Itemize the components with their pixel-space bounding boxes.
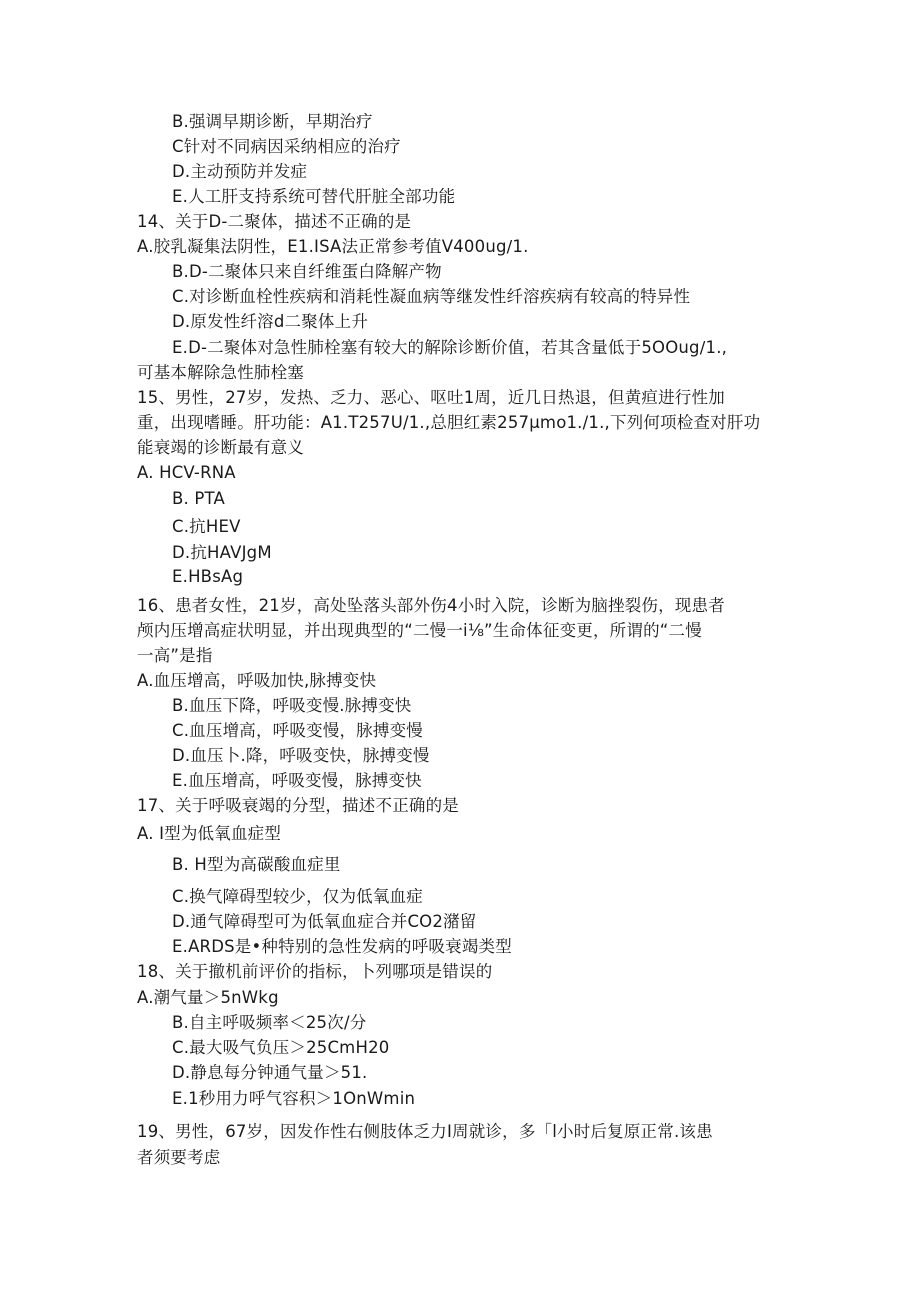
question-19-cont: 者须要考虑 [137,1148,221,1167]
q18-option-a: A.潮气量＞5nWkg [137,988,279,1007]
question-16-cont2: 一高”是指 [137,646,213,665]
q17-option-b: B. H型为高碳酸血症里 [172,855,341,874]
q16-option-b: B.血压下降，呼吸变慢.脉搏变快 [172,696,412,715]
option-c-etiology-treatment: C针对不同病因采纳相应的治疗 [172,137,401,156]
q15-option-b: B. PTA [172,489,226,508]
q16-option-c: C.血压增高，呼吸变慢，脉搏变慢 [172,721,423,740]
q14-option-c: C.对诊断血栓性疾病和消耗性凝血病等继发性纤溶疾病有较高的特异性 [172,287,691,306]
question-15-cont1: 重，出现嗜睡。肝功能：A1.T257U/1.,总胆红素257μmo1./1.,下列何项检查对肝功 [137,413,761,432]
q18-option-b: B.自主呼吸频率＜25次/分 [172,1013,367,1032]
q16-option-e: E.血压增高，呼吸变慢，脉搏变快 [172,771,422,790]
option-d-prevent-complications: D.主动预防并发症 [172,162,308,181]
q14-option-b: B.D-二聚体只来自纤维蛋白降解产物 [172,262,442,281]
q18-option-d: D.静息每分钟通气量＞51. [172,1063,368,1082]
q15-option-a: A. HCV-RNA [137,463,236,482]
question-16-cont1: 颅内压增高症状明显，并出现典型的“二慢一i⅛”生命体征变更，所谓的“二慢 [137,621,702,640]
option-b-early-diagnosis: B.强调早期诊断，早期治疗 [172,112,373,131]
q18-option-c: C.最大吸气负压＞25CmH20 [172,1038,390,1057]
q17-option-e: E.ARDS是•种特别的急性发病的呼吸衰竭类型 [172,937,512,956]
question-19: 19、男性，67岁，因发作性右侧肢体乏力I周就诊，多「l小时后复原正常.该患 [137,1122,713,1141]
question-14: 14、关于D-二聚体，描述不正确的是 [137,212,412,231]
q15-option-d: D.抗HAVJgM [172,543,272,562]
q14-option-e-cont: 可基本解除急性肺栓塞 [137,363,304,382]
question-15-cont2: 能衰竭的诊断最有意义 [137,438,304,457]
q15-option-c: C.抗HEV [172,517,241,536]
q15-option-e: E.HBsAg [172,567,244,586]
q17-option-d: D.通气障碍型可为低氧血症合并CO2潴留 [172,912,477,931]
q16-option-d: D.血压卜.降，呼吸变快，脉搏变慢 [172,746,430,765]
question-17: 17、关于呼吸衰竭的分型，描述不正确的是 [137,796,459,815]
q14-option-d: D.原发性纤溶d二聚体上升 [172,312,369,331]
q18-option-e: E.1秒用力呼气容积＞1OnWmin [172,1089,416,1108]
q16-option-a: A.血压增高，呼吸加快,脉搏变快 [137,671,377,690]
q17-option-a: A. I型为低氧血症型 [137,824,282,843]
q17-option-c: C.换气障碍型较少，仅为低氧血症 [172,887,423,906]
question-18: 18、关于撤机前评价的指标，卜列哪项是错误的 [137,962,493,981]
q14-option-e: E.D-二聚体对急性肺栓塞有较大的解除诊断价值，若其含量低于5OOug∕1., [172,338,728,357]
q14-option-a: A.胶乳凝集法阴性，E1.ISA法正常参考值V400ug∕1. [137,237,529,256]
option-e-artificial-liver: E.人工肝支持系统可替代肝脏全部功能 [172,187,456,206]
question-16: 16、患者女性，21岁，高处坠落头部外伤4小时入院，诊断为脑挫裂伤，现患者 [137,596,725,615]
question-15: 15、男性，27岁，发热、乏力、恶心、呕吐1周，近几日热退，但黄疸进行性加 [137,388,725,407]
